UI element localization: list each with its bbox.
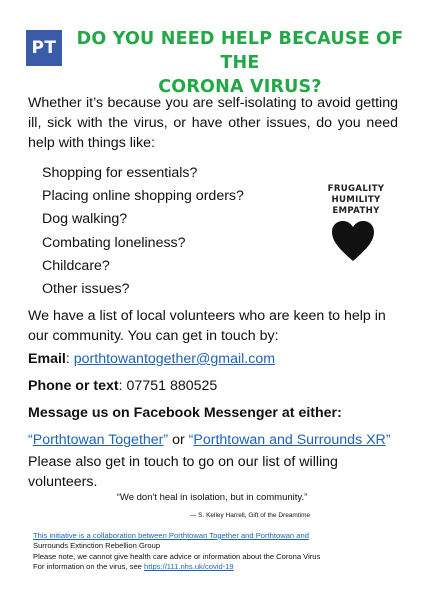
phone-line [28,376,217,396]
list-item: Dog walking? [42,211,128,228]
list-item: Shopping for essentials? [42,165,198,181]
quote-close-2: ” [385,432,391,448]
volunteers-paragraph: We have a list of local volunteers who are keen to help in our community. You can get in touch by: [28,308,386,344]
value-humility: HUMILITY [331,195,381,205]
phone-label: Phone or text [28,378,119,394]
footer [33,531,403,573]
heart-icon [329,217,377,265]
phone-number: 07751 880525 [126,378,218,394]
needs-list [42,162,244,301]
intro-paragraph: Whether it’s because you are self-isolating to avoid getting ill, sick with the virus, or have other issues, do you need help with things like: [28,95,398,151]
info-line [33,562,403,572]
facebook-page-link-1[interactable]: Porthtowan Together [32,432,164,448]
facebook-page-link-2[interactable]: Porthtowan and Surrounds XR [193,432,386,448]
quote-close-1: ” [163,432,169,448]
list-item: Childcare? [42,257,110,274]
headline [72,27,408,99]
headline-line-1: DO YOU NEED HELP BECAUSE OF THE [76,29,404,73]
list-item: Placing online shopping orders? [42,188,244,205]
or-text: or [168,432,189,448]
pt-logo: PT [26,30,62,66]
headline-line-2: CORONA VIRUS? [158,77,322,97]
facebook-pages-line [28,430,391,450]
list-item: Other issues? [42,281,130,298]
collaboration-link[interactable]: This initiative is a collaboration between Porthtowan Together and Porthtowan and [33,531,309,540]
disclaimer: Please note, we cannot give health care advice or information about the Corona Virus [33,551,321,561]
collaboration-rest: Surrounds Extinction Rebellion Group [33,541,161,551]
values-block [310,184,402,217]
list-item: Combating loneliness? [42,234,186,251]
value-frugality: FRUGALITY [327,184,385,194]
info-prefix: For information on the virus, see [33,562,145,572]
willing-list-paragraph: Please also get in touch to go on our list of willing volunteers. [28,454,338,490]
value-empathy: EMPATHY [332,206,380,216]
phone-separator: : [118,378,127,394]
email-label: Email [28,351,66,367]
quote-open-1: “ [28,432,33,448]
email-line [28,349,275,369]
email-link[interactable]: porthtowantogether@gmail.com [73,351,276,367]
messenger-heading: Message us on Facebook Messenger at either: [28,405,342,421]
quote-open-2: “ [188,432,194,448]
quote-attribution: — S. Kelley Harrell, Gift of the Dreamtime [189,512,311,519]
email-separator: : [65,351,74,367]
nhs-link[interactable]: https://111.nhs.uk/covid-19 [144,562,234,572]
quote-text: “We don't heal in isolation, but in community.” [116,492,308,503]
